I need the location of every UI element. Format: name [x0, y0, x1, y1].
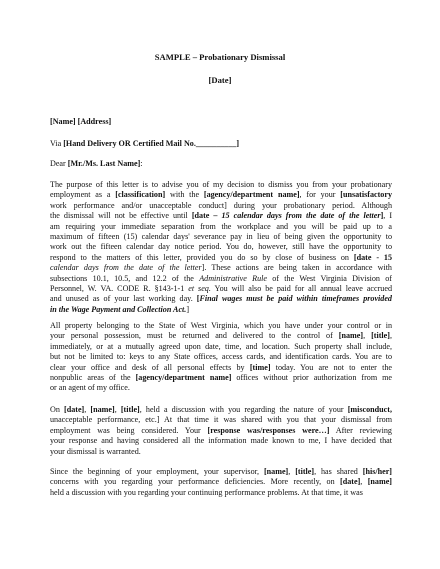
paragraph-line: immediately, or at a mutually agreed upon date, time, and location. Such property shall include,: [50, 341, 392, 351]
paragraph-line: employment as a [classification] with the [agency/department name], for your [unsatisfactory: [50, 190, 392, 200]
paragraph-line: unacceptable performance, etc.] At that time it was shared with you that your dismissal from: [50, 415, 392, 425]
paragraph-line: in the Wage Payment and Collection Act.]: [50, 304, 190, 314]
paragraph-line: the dismissal will not be effective until [date – 15 calendar days from the date of the letter], I: [50, 211, 393, 221]
salutation-name: [Mr./Ms. Last Name]: [67, 159, 141, 168]
delivery-prefix: Via: [50, 139, 64, 148]
paragraph-line: or an agent of my office.: [50, 383, 130, 393]
paragraph-line: and unused as of your last working day. [Final wages must be paid within timeframes provided: [50, 294, 392, 304]
paragraph-line: subsections 10.1, 10.5, and 12.2 of the Administrative Rule of the West Virginia Division of: [50, 273, 392, 283]
paragraph-line: work out the fifteen calendar day notice period. You do, however, still have the opportunity to: [50, 242, 392, 252]
paragraph-line: concerns with you regarding your performance deficiencies. More recently, on [date], [name]: [50, 477, 393, 487]
paragraph-line: but not be limited to: keys to any State offices, access cards, and identification cards. You are to: [50, 352, 392, 362]
paragraph-line: your personal possession, must be returned and delivered to the control of [name], [title],: [50, 331, 392, 341]
paragraph-line: employment was being considered. Your [response was/responses were…] After reviewing: [50, 425, 392, 435]
paragraph-line: All property belonging to the State of West Virginia, which you have under your control or in: [50, 321, 392, 330]
paragraph-line: The purpose of this letter is to advise you of my decision to dismiss you from your probationary: [50, 180, 392, 189]
paragraph-line: am requiring your immediate separation from the workplace and you will be paid up to a: [50, 221, 392, 231]
recipient-name-address: [Name] [Address]: [50, 117, 112, 126]
paragraph-line: respond to the matters of this letter, provided you do so by close of business on [date - 15: [50, 252, 392, 262]
salutation-prefix: Dear: [50, 159, 68, 168]
paragraph-line: Since the beginning of your employment, your supervisor, [name], [title], has shared [his/her]: [50, 467, 393, 476]
document-title: SAMPLE – Probationary Dismissal: [154, 52, 286, 62]
paragraph-line: maximum of fifteen (15) calendar days' severance pay in lieu of being given the opportunity to: [50, 232, 392, 242]
document-date: [Date]: [208, 75, 232, 85]
paragraph-line: On [date], [name], [title], held a discussion with you regarding the nature of your [misconduct,: [50, 405, 392, 414]
salutation-suffix: :: [140, 159, 143, 168]
paragraph-history: [50, 467, 392, 498]
paragraph-line: Personnel, W. VA. CODE R. §143-1-1 et seq. You will also be paid for all annual leave accrued: [50, 284, 392, 294]
delivery-line: [50, 139, 392, 149]
delivery-method: [Hand Delivery OR Certified Mail No.__________]: [63, 139, 240, 148]
paragraph-line: work performance and/or unacceptable conduct] during your probationary period. Although: [50, 200, 392, 210]
paragraph-discussion: [50, 405, 392, 457]
paragraph-line: your dismissal is warranted.: [50, 446, 141, 456]
paragraph-line: calendar days from the date of the letter]. These actions are being taken in accordance with: [50, 263, 392, 273]
salutation: [50, 159, 392, 169]
paragraph-purpose: [50, 180, 392, 315]
paragraph-property: [50, 321, 392, 394]
paragraph-line: nonpublic areas of the [agency/department name] offices without prior authorization from me: [50, 373, 393, 383]
paragraph-line: clear your office and desk of all personal effects by [time] today. You are not to enter the: [50, 362, 392, 372]
paragraph-line: held a discussion with you regarding your continuing performance problems. At that time, it was: [50, 487, 363, 497]
paragraph-line: your response and having considered all the information made known to me, I have decided that: [50, 436, 392, 446]
